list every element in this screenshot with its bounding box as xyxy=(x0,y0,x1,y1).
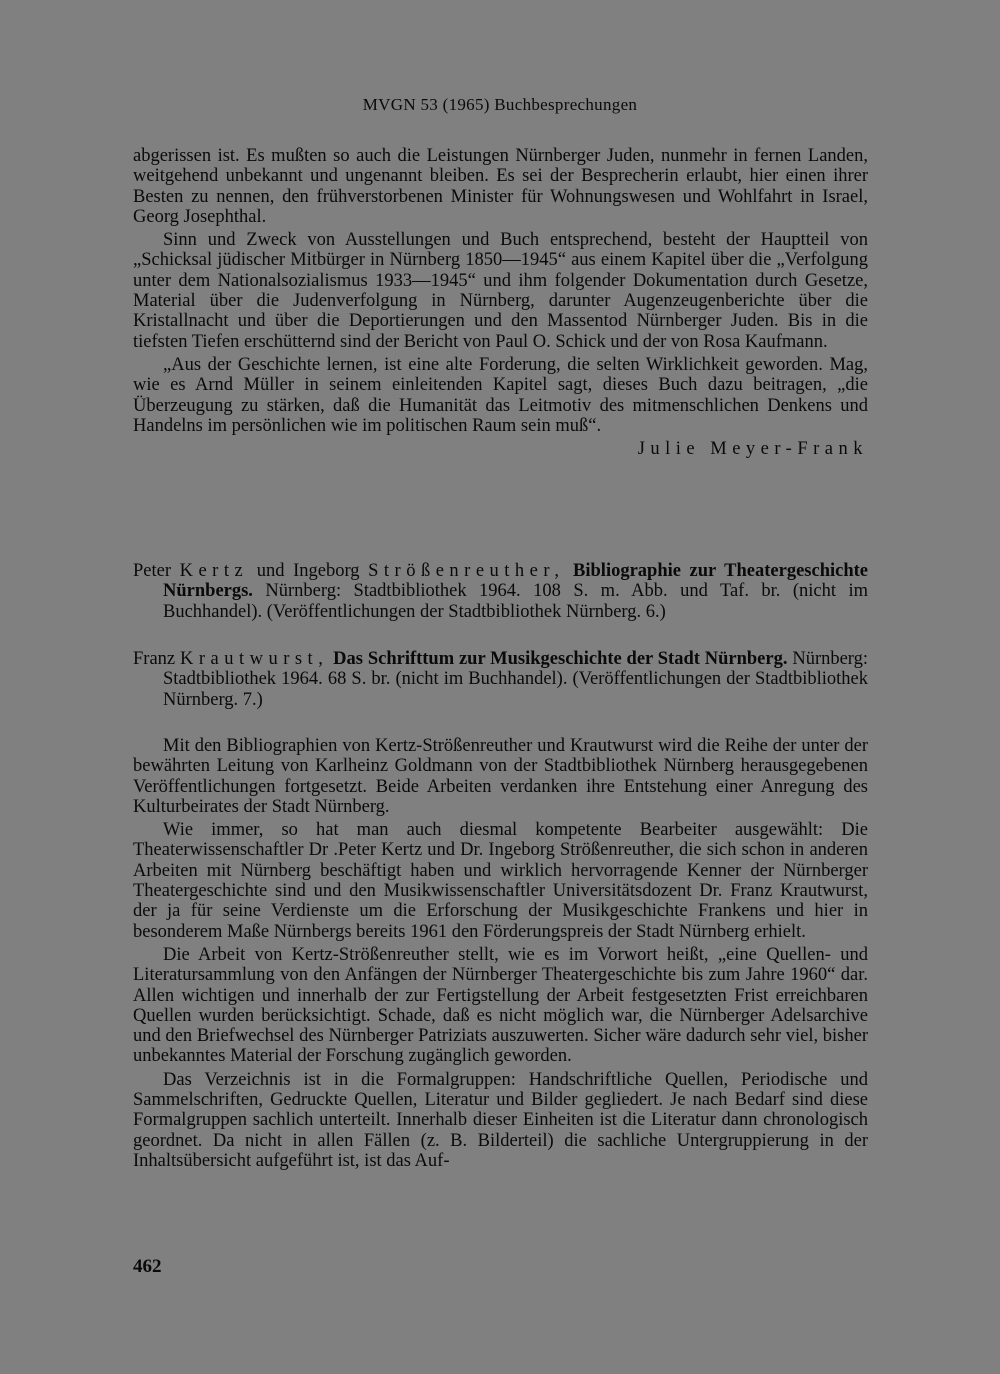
book-details: Nürnberg: Stadtbibliothek 1964. 108 S. m. Abb. und Taf. br. (nicht im Buchhandel). (Veröffentlichungen der Stadtbibliothek Nürnberg. 6.) xyxy=(163,581,868,622)
paragraph: „Aus der Geschichte lernen, ist eine alte Forderung, die selten Wirklichkeit geworden. Mag, wie es Arnd Müller in seinem einleitenden Kapitel sagt, dieses Buch dazu beitragen, „die Überzeugung zu stärken, daß die Humanität das Leitmotiv des mitmenschlichen Denkens und Handelns im persönlichen wie im politischen Raum sein muß“. xyxy=(133,354,868,436)
author-last-name: Kertz xyxy=(179,561,249,581)
reviewer-signature: Julie Meyer-Frank xyxy=(637,439,868,460)
author-first-name: Franz xyxy=(133,649,176,669)
book-title: Bibliographie zur Theatergeschichte Nürnbergs. xyxy=(163,561,869,602)
book-details: Nürnberg: Stadtbibliothek 1964. 68 S. br. (nicht im Buchhandel). (Veröffentlichungen der Stadtbibliothek Nürnberg. 7.) xyxy=(163,649,869,710)
review-body xyxy=(133,736,868,1174)
paragraph: Mit den Bibliographien von Kertz-Strößenreuther und Krautwurst wird die Reihe der unter der bewährten Leitung von Karlheinz Goldmann von der Stadtbibliothek Nürnberg herausgegebenen Veröffentlichungen fortgesetzt. Beide Arbeiten verdanken ihre Entstehung einer Anregung des Kulturbeirates der Stadt Nürnberg. xyxy=(133,736,868,817)
bibliographic-entry-1 xyxy=(133,561,868,622)
paragraph: Sinn und Zweck von Ausstellungen und Buch entsprechend, besteht der Hauptteil von „Schicksal jüdischer Mitbürger in Nürnberg 1850—1945“ aus einem Kapitel über die „Verfolgung unter dem Nationalsozialismus 1933—1945“ und ihm folgender Dokumentation durch Gesetze, Material über die Judenverfolgung in Nürnberg, darunter Augenzeugenberichte über die Kristallnacht und über die Deportierungen und den Massentod Nürnberger Juden. Bis in die tiefsten Tiefen erschütternd sind der Bericht von Paul O. Schick und der von Rosa Kaufmann. xyxy=(133,230,868,352)
paragraph: abgerissen ist. Es mußten so auch die Leistungen Nürnberger Juden, nunmehr in fernen Landen, weitgehend unbekannt und ungenannt bleiben. Es sei der Besprecherin erlaubt, hier einen ihrer Besten zu nennen, den frühverstorbenen Minister für Wohnungswesen und Wohlfahrt in Israel, Georg Josephthal. xyxy=(133,146,868,227)
review-continuation xyxy=(133,146,868,459)
paragraph: Das Verzeichnis ist in die Formalgruppen: Handschriftliche Quellen, Periodische und Sammelschriften, Gedruckte Quellen, Literatur und Bilder gegliedert. Je nach Bedarf sind diese Formalgruppen sachlich unterteilt. Innerhalb dieser Einheiten ist die Literatur dann chronologisch geordnet. Da nicht in allen Fällen (z. B. Bilderteil) die sachliche Untergruppierung in der Inhaltsübersicht aufgeführt ist, ist das Auf- xyxy=(133,1069,868,1171)
connector: und xyxy=(256,561,285,581)
paragraph: Die Arbeit von Kertz-Strößenreuther stellt, wie es im Vorwort heißt, „eine Quellen- und Literatursammlung von den Anfängen der Nürnberger Theatergeschichte bis zum Jahre 1960“ dar. Allen wichtigen und innerhalb der zur Fertigstellung der Arbeit festgesetzten Frist erreichbaren Quellen wurden berücksichtigt. Schade, daß es nicht möglich war, die Nürnberger Adelsarchive und den Briefwechsel des Nürnberger Patriziats auszuwerten. Sicher wäre dadurch sehr viel, bisher unbekanntes Material der Forschung zugänglich geworden. xyxy=(133,944,868,1067)
bibliographic-entry-2 xyxy=(133,649,868,710)
paragraph: Wie immer, so hat man auch diesmal kompetente Bearbeiter ausgewählt: Die Theaterwissenschaftler Dr .Peter Kertz und Dr. Ingeborg Strößenreuther, die sich schon in anderen Arbeiten mit Nürnberg beschäftigt haben und wirklich hervorragende Kenner der Nürnberger Theatergeschichte sind und den Musikwissenschaftler Universitätsdozent Dr. Franz Krautwurst, der ja für seine Verdienste um die Erforschung der Musikgeschichte Frankens und hier in besonderem Maße Nürnbergs bereits 1961 den Förderungspreis der Stadt Nürnberg erhielt. xyxy=(133,820,868,942)
author-last-name: Krautwurst, xyxy=(179,649,329,669)
page-number: 462 xyxy=(133,1256,162,1277)
book-title: Das Schrifttum zur Musikgeschichte der Stadt Nürnberg. xyxy=(333,649,788,669)
author-first-name: Peter xyxy=(133,561,172,581)
running-header: MVGN 53 (1965) Buchbesprechungen xyxy=(362,95,638,114)
author-last-name: Strößenreuther, xyxy=(368,561,565,581)
author-first-name: Ingeborg xyxy=(293,561,360,581)
